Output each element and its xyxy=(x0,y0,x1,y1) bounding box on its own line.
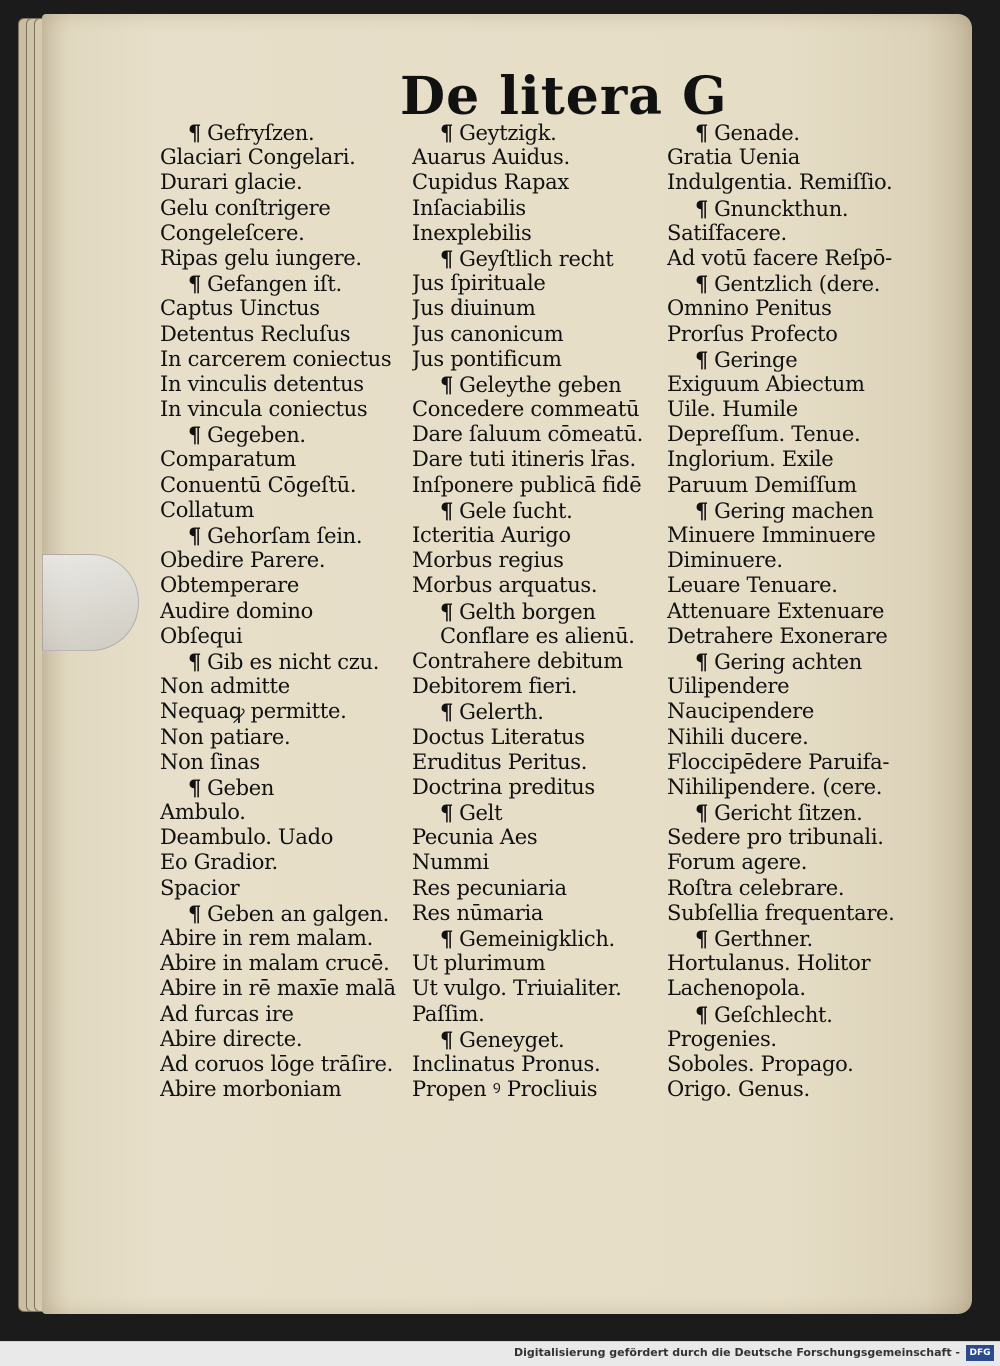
entry-heading: ¶ Gefangen iſt. xyxy=(160,271,405,296)
entry-line: Hortulanus. Holitor xyxy=(667,951,871,976)
entry-line: Soboles. Propago. xyxy=(667,1051,854,1076)
entry-line: Deambulo. Uado xyxy=(160,825,334,850)
entry-line: Subſellia frequentare. xyxy=(667,900,895,925)
entry-line: Satiſfacere. xyxy=(667,220,787,245)
entry-line: Comparatum xyxy=(160,447,297,472)
entry-line: Glaciari Congelari. xyxy=(160,145,356,170)
entry-line: Abire morboniam xyxy=(160,1077,342,1102)
entry-line: Inexplebilis xyxy=(412,220,532,245)
entry-line: Detrahere Exonerare xyxy=(667,623,888,648)
entry-line: Gelu conſtrigere xyxy=(160,195,331,220)
entry-line: In vinculis detentus xyxy=(160,371,364,396)
entry-line: Morbus arquatus. xyxy=(412,573,598,598)
entry-line: Morbus regius xyxy=(412,548,564,573)
entry-line: Abire directe. xyxy=(160,1026,303,1051)
entry-line: Propen ꝰ Procliuis xyxy=(412,1077,598,1102)
entry-line: Abire in rem malam. xyxy=(160,926,373,950)
entry-line: Ambulo. xyxy=(160,800,246,825)
entry-heading: ¶ Geſchlecht. xyxy=(667,1002,917,1027)
entry-line: Minuere Imminuere xyxy=(667,523,876,547)
entry-heading: ¶ Gib es nicht czu. xyxy=(160,649,405,674)
entry-line: Nummi xyxy=(412,850,489,875)
entry-line: Nequaꝙ permitte. xyxy=(160,699,347,724)
entry-line: Forum agere. xyxy=(667,850,808,875)
entry-line: Inclinatus Pronus. xyxy=(412,1051,601,1076)
entry-heading: ¶ Gnunckthun. xyxy=(667,196,917,221)
entry-line: Detentus Recluſus xyxy=(160,321,351,346)
page-clip xyxy=(42,554,139,651)
entry-heading: ¶ Gerthner. xyxy=(667,926,917,951)
entry-line: Attenuare Extenuare xyxy=(667,598,885,623)
entry-heading: ¶ Gehorſam ſein. xyxy=(160,523,405,548)
entry-line: Diminuere. xyxy=(667,548,783,573)
entry-heading: ¶ Gelth borgen xyxy=(412,599,662,624)
entry-line: In carcerem coniectus xyxy=(160,346,392,371)
entry-line: Leuare Tenuare. xyxy=(667,573,838,598)
entry-line: Obtemperare xyxy=(160,573,300,598)
entry-heading: ¶ Gericht ſitzen. xyxy=(667,800,917,825)
entry-heading: ¶ Geneyget. xyxy=(412,1027,662,1052)
entry-line: Floccipēdere Paruifa- xyxy=(667,749,890,774)
entry-line: Res pecuniaria xyxy=(412,875,567,900)
text-column-1 xyxy=(160,120,405,1102)
entry-line: Nihili ducere. xyxy=(667,724,809,749)
entry-line: Non admitte xyxy=(160,674,290,699)
footer-credit: Digitalisierung gefördert durch die Deutsche Forschungsgemeinschaft - xyxy=(513,1346,960,1359)
entry-line: Pecunia Aes xyxy=(412,825,538,850)
entry-line: Collatum xyxy=(160,497,255,522)
entry-line: Audire domino xyxy=(160,598,313,623)
entry-line: Lachenopola. xyxy=(667,976,806,1001)
entry-heading: ¶ Geyſtlich recht xyxy=(412,246,662,271)
entry-line: Dare tuti itineris lr̄as. xyxy=(412,447,636,472)
entry-line: Ripas gelu iungere. xyxy=(160,245,362,270)
entry-line: Jus diuinum xyxy=(412,296,536,321)
entry-heading: ¶ Gele ſucht. xyxy=(412,498,662,523)
entry-line: Omnino Penitus xyxy=(667,296,832,321)
entry-line: Captus Uinctus xyxy=(160,296,320,321)
entry-line: Inſaciabilis xyxy=(412,195,526,220)
entry-line: Concedere commeatū xyxy=(412,397,640,422)
entry-line: Eruditus Peritus. xyxy=(412,749,588,774)
entry-line: Conuentū Cōgeſtū. xyxy=(160,472,357,497)
footer-bar xyxy=(0,1341,1000,1366)
entry-line: Non patiare. xyxy=(160,724,291,749)
entry-line: Abire in rē maxīe malā xyxy=(160,976,396,1001)
entry-line: Debitorem fieri. xyxy=(412,674,578,699)
entry-line: Cupidus Rapax xyxy=(412,170,569,195)
entry-line: Obſequi xyxy=(160,623,243,648)
entry-line: Sedere pro tribunali. xyxy=(667,825,884,850)
entry-line: Conflare es alienū. xyxy=(440,623,635,648)
entry-line: Jus pontificum xyxy=(412,346,562,371)
dfg-logo[interactable]: DFG xyxy=(966,1345,994,1361)
entry-heading: ¶ Gering machen xyxy=(667,498,917,523)
entry-heading: ¶ Gefryſzen. xyxy=(160,120,405,145)
entry-heading: ¶ Geytzigk. xyxy=(412,120,662,145)
entry-heading: ¶ Geleythe geben xyxy=(412,372,662,397)
entry-line: Uile. Humile xyxy=(667,397,798,422)
entry-line: Roſtra celebrare. xyxy=(667,875,845,900)
text-column-3 xyxy=(667,120,917,1102)
entry-line: In vincula coniectus xyxy=(160,397,368,422)
entry-line: Jus canonicum xyxy=(412,321,564,346)
entry-line: Prorſus Profecto xyxy=(667,321,838,346)
entry-line: Jus ſpirituale xyxy=(412,271,546,296)
entry-line: Auarus Auidus. xyxy=(412,145,570,170)
entry-line: Gratia Uenia xyxy=(667,145,800,170)
entry-line: Durari glacie. xyxy=(160,170,303,195)
entry-line: Uilipendere xyxy=(667,674,790,699)
entry-heading: ¶ Gering achten xyxy=(667,649,917,674)
entry-line: Indulgentia. Remiſſio. xyxy=(667,170,893,195)
entry-line: Eo Gradior. xyxy=(160,850,278,875)
entry-line: Abire in malam crucē. xyxy=(160,951,390,976)
entry-line: Depreſſum. Tenue. xyxy=(667,422,861,447)
entry-line: Ut vulgo. Triuialiter. xyxy=(412,976,622,1001)
entry-heading: ¶ Gemeinigklich. xyxy=(412,926,662,951)
entry-line: Paſſim. xyxy=(412,1001,485,1026)
entry-heading: ¶ Gelt xyxy=(412,800,662,825)
text-column-2 xyxy=(412,120,662,1102)
entry-heading: ¶ Geben an galgen. xyxy=(160,901,405,926)
entry-line: Ad furcas ire xyxy=(160,1001,294,1026)
entry-line: Inglorium. Exile xyxy=(667,447,834,472)
entry-heading: ¶ Geringe xyxy=(667,347,917,372)
entry-line: Ut plurimum xyxy=(412,951,546,976)
entry-line: Progenies. xyxy=(667,1026,777,1051)
entry-line: Doctrina preditus xyxy=(412,774,595,799)
entry-line: Nihilipendere. (cere. xyxy=(667,774,883,799)
entry-line: Non ſinas xyxy=(160,749,260,774)
entry-heading: ¶ Gentzlich (dere. xyxy=(667,271,917,296)
entry-line: Res nūmaria xyxy=(412,900,544,925)
entry-line: Naucipendere xyxy=(667,699,815,724)
entry-line: Paruum Demiſſum xyxy=(667,472,857,497)
entry-line: Icteritia Aurigo xyxy=(412,523,571,547)
entry-line: Doctus Literatus xyxy=(412,724,585,749)
entry-line: Inſponere publicā fidē xyxy=(412,472,642,497)
entry-heading: ¶ Genade. xyxy=(667,120,917,145)
entry-heading: ¶ Geben xyxy=(160,775,405,800)
entry-heading: ¶ Gegeben. xyxy=(160,422,405,447)
entry-line: Dare ſaluum cōmeatū. xyxy=(412,422,644,447)
entry-line: Obedire Parere. xyxy=(160,548,326,573)
entry-line: Contrahere debitum xyxy=(412,648,623,673)
page-title: De litera G xyxy=(400,66,728,127)
entry-line: Origo. Genus. xyxy=(667,1077,810,1102)
entry-line: Exiguum Abiectum xyxy=(667,371,865,396)
entry-line: Ad votū facere Reſpō- xyxy=(667,245,892,270)
entry-line: Spacior xyxy=(160,875,240,900)
entry-line: Ad coruos lōge trāſire. xyxy=(160,1051,393,1076)
entry-heading: ¶ Gelerth. xyxy=(412,699,662,724)
entry-line: Congeleſcere. xyxy=(160,220,305,245)
